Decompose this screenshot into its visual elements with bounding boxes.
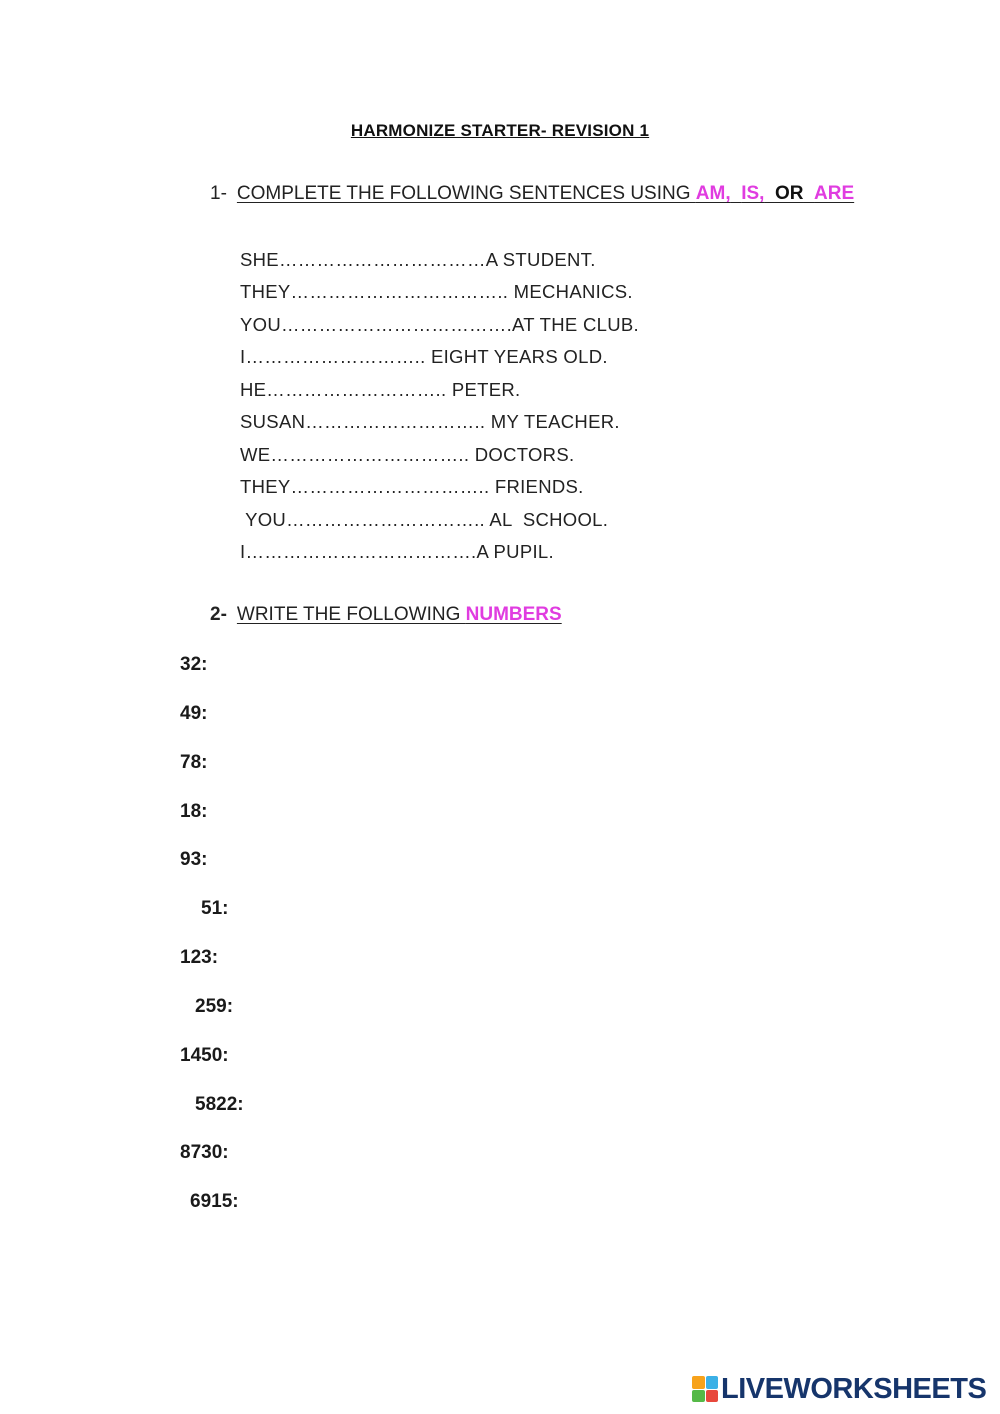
number-label: 259: <box>195 996 234 1017</box>
logo-mark-icon <box>692 1376 718 1402</box>
number-label: 32: <box>180 654 208 675</box>
sentence-9: YOU………………………….. AL SCHOOL. <box>240 509 609 530</box>
sentence-1: SHE……………………………A STUDENT. <box>240 249 596 270</box>
sentence-10: I……………………………….A PUPIL. <box>240 541 554 562</box>
sentence-5: HE……………………….. PETER. <box>240 379 521 400</box>
number-label: 78: <box>180 752 208 773</box>
worksheet-title: HARMONIZE STARTER- REVISION 1 <box>350 121 650 140</box>
sentence-2: THEY…………………………….. MECHANICS. <box>240 281 633 302</box>
number-label: 8730: <box>180 1142 229 1163</box>
question-1-number: 1- <box>210 183 227 204</box>
logo-text: LIVEWORKSHEETS <box>721 1372 987 1405</box>
word-is: IS, <box>741 183 765 204</box>
question-2-number: 2- <box>210 604 227 625</box>
word-are: ARE <box>814 183 855 204</box>
number-label: 49: <box>180 703 208 724</box>
liveworksheets-logo <box>692 1373 986 1405</box>
question-1-heading <box>210 183 854 205</box>
number-label: 123: <box>180 947 219 968</box>
sentence-3: YOU……………………………….AT THE CLUB. <box>240 314 639 335</box>
sentence-6: SUSAN……………………….. MY TEACHER. <box>240 411 620 432</box>
question-1-text: COMPLETE THE FOLLOWING SENTENCES USING <box>236 183 696 204</box>
number-label: 18: <box>180 801 208 822</box>
word-am: AM, <box>695 183 731 204</box>
sentence-7: WE………………………….. DOCTORS. <box>240 444 575 465</box>
question-2-text: WRITE THE FOLLOWING <box>236 604 466 625</box>
sentence-4: I……………………….. EIGHT YEARS OLD. <box>240 346 608 367</box>
word-or: OR <box>774 183 804 204</box>
sentence-8: THEY………………………….. FRIENDS. <box>240 476 584 497</box>
question-2-heading <box>210 604 562 626</box>
number-label: 51: <box>201 898 229 919</box>
number-label: 6915: <box>190 1191 239 1212</box>
number-label: 5822: <box>195 1094 244 1115</box>
number-label: 93: <box>180 849 208 870</box>
word-numbers: NUMBERS <box>465 604 562 625</box>
number-label: 1450: <box>180 1045 229 1066</box>
